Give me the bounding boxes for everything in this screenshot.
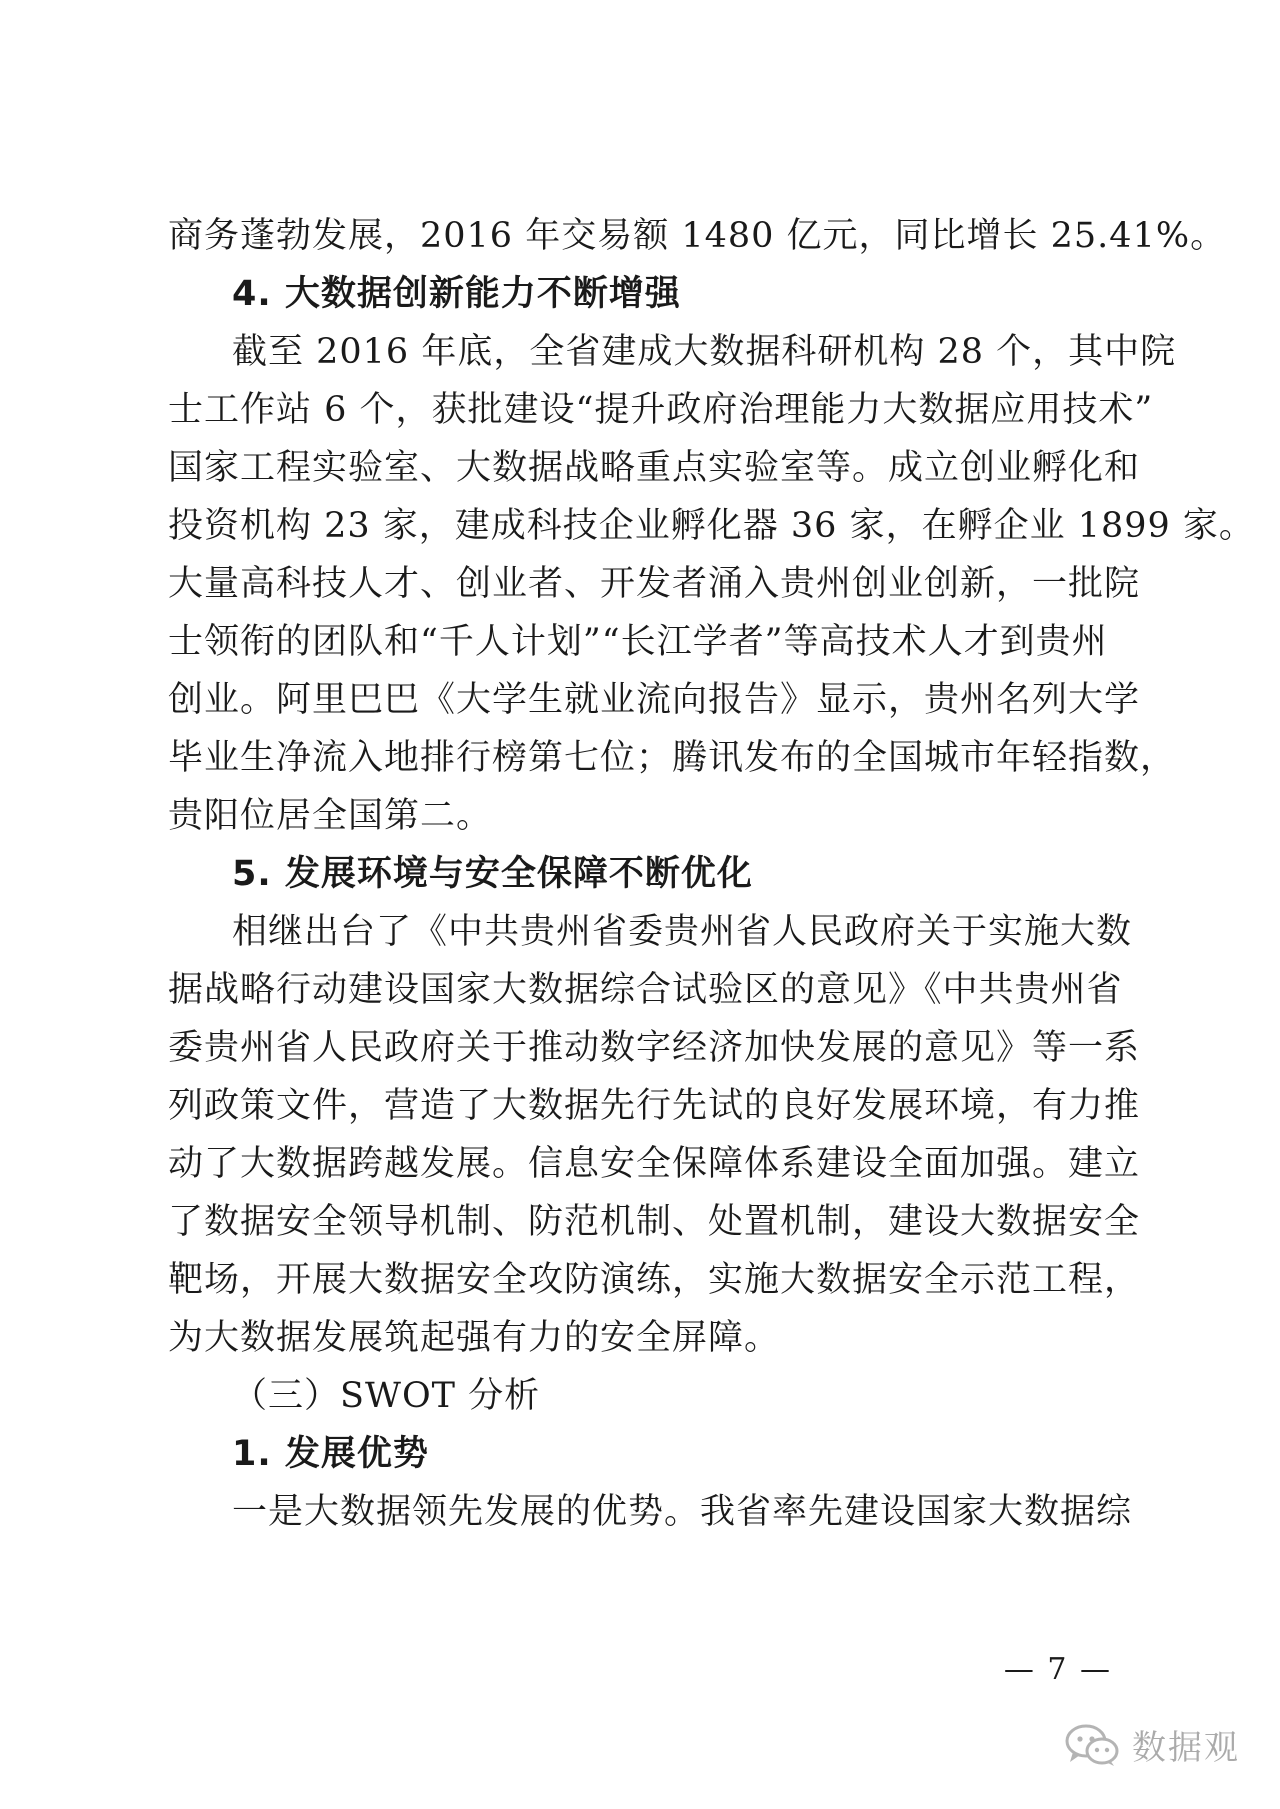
section-heading: 5. 发展环境与安全保障不断优化 — [232, 854, 753, 894]
watermark-text: 数据观 — [1132, 1728, 1240, 1768]
wechat-icon — [1064, 1723, 1120, 1767]
page-number: — 7 — — [1003, 1652, 1112, 1687]
text-line: 毕业生净流入地排行榜第七位；腾讯发布的全国城市年轻指数， — [168, 738, 1177, 778]
text-line: 士工作站 6 个，获批建设“提升政府治理能力大数据应用技术” — [168, 390, 1154, 430]
text-line: 创业。阿里巴巴《大学生就业流向报告》显示，贵州名列大学 — [168, 680, 1141, 720]
paragraph-first-line: 一是大数据领先发展的优势。我省率先建设国家大数据综 — [232, 1492, 1133, 1532]
paragraph-first-line: 相继出台了《中共贵州省委贵州省人民政府关于实施大数 — [232, 912, 1133, 952]
text-line: 投资机构 23 家，建成科技企业孵化器 36 家，在孵企业 1899 家。 — [168, 506, 1255, 546]
text-line: 据战略行动建设国家大数据综合试验区的意见》《中共贵州省 — [168, 970, 1123, 1010]
text-line: 商务蓬勃发展，2016 年交易额 1480 亿元，同比增长 25.41%。 — [168, 216, 1227, 256]
watermark — [1064, 1720, 1240, 1769]
text-line: 士领衔的团队和“千人计划”“长江学者”等高技术人才到贵州 — [168, 622, 1108, 662]
text-line: 靶场，开展大数据安全攻防演练，实施大数据安全示范工程， — [168, 1260, 1141, 1300]
section-heading: 1. 发展优势 — [232, 1434, 429, 1474]
text-line: 贵阳位居全国第二。 — [168, 796, 493, 836]
paragraph-first-line: 截至 2016 年底，全省建成大数据科研机构 28 个，其中院 — [232, 332, 1177, 372]
text-line: 为大数据发展筑起强有力的安全屏障。 — [168, 1318, 781, 1358]
section-heading: 4. 大数据创新能力不断增强 — [232, 274, 681, 314]
text-line: 国家工程实验室、大数据战略重点实验室等。成立创业孵化和 — [168, 448, 1141, 488]
text-line: 列政策文件，营造了大数据先行先试的良好发展环境，有力推 — [168, 1086, 1141, 1126]
text-line: 大量高科技人才、创业者、开发者涌入贵州创业创新，一批院 — [168, 564, 1141, 604]
subsection-title: （三）SWOT 分析 — [232, 1376, 541, 1416]
text-line: 委贵州省人民政府关于推动数字经济加快发展的意见》等一系 — [168, 1028, 1141, 1068]
text-line: 了数据安全领导机制、防范机制、处置机制，建设大数据安全 — [168, 1202, 1141, 1242]
text-line: 动了大数据跨越发展。信息安全保障体系建设全面加强。建立 — [168, 1144, 1141, 1184]
